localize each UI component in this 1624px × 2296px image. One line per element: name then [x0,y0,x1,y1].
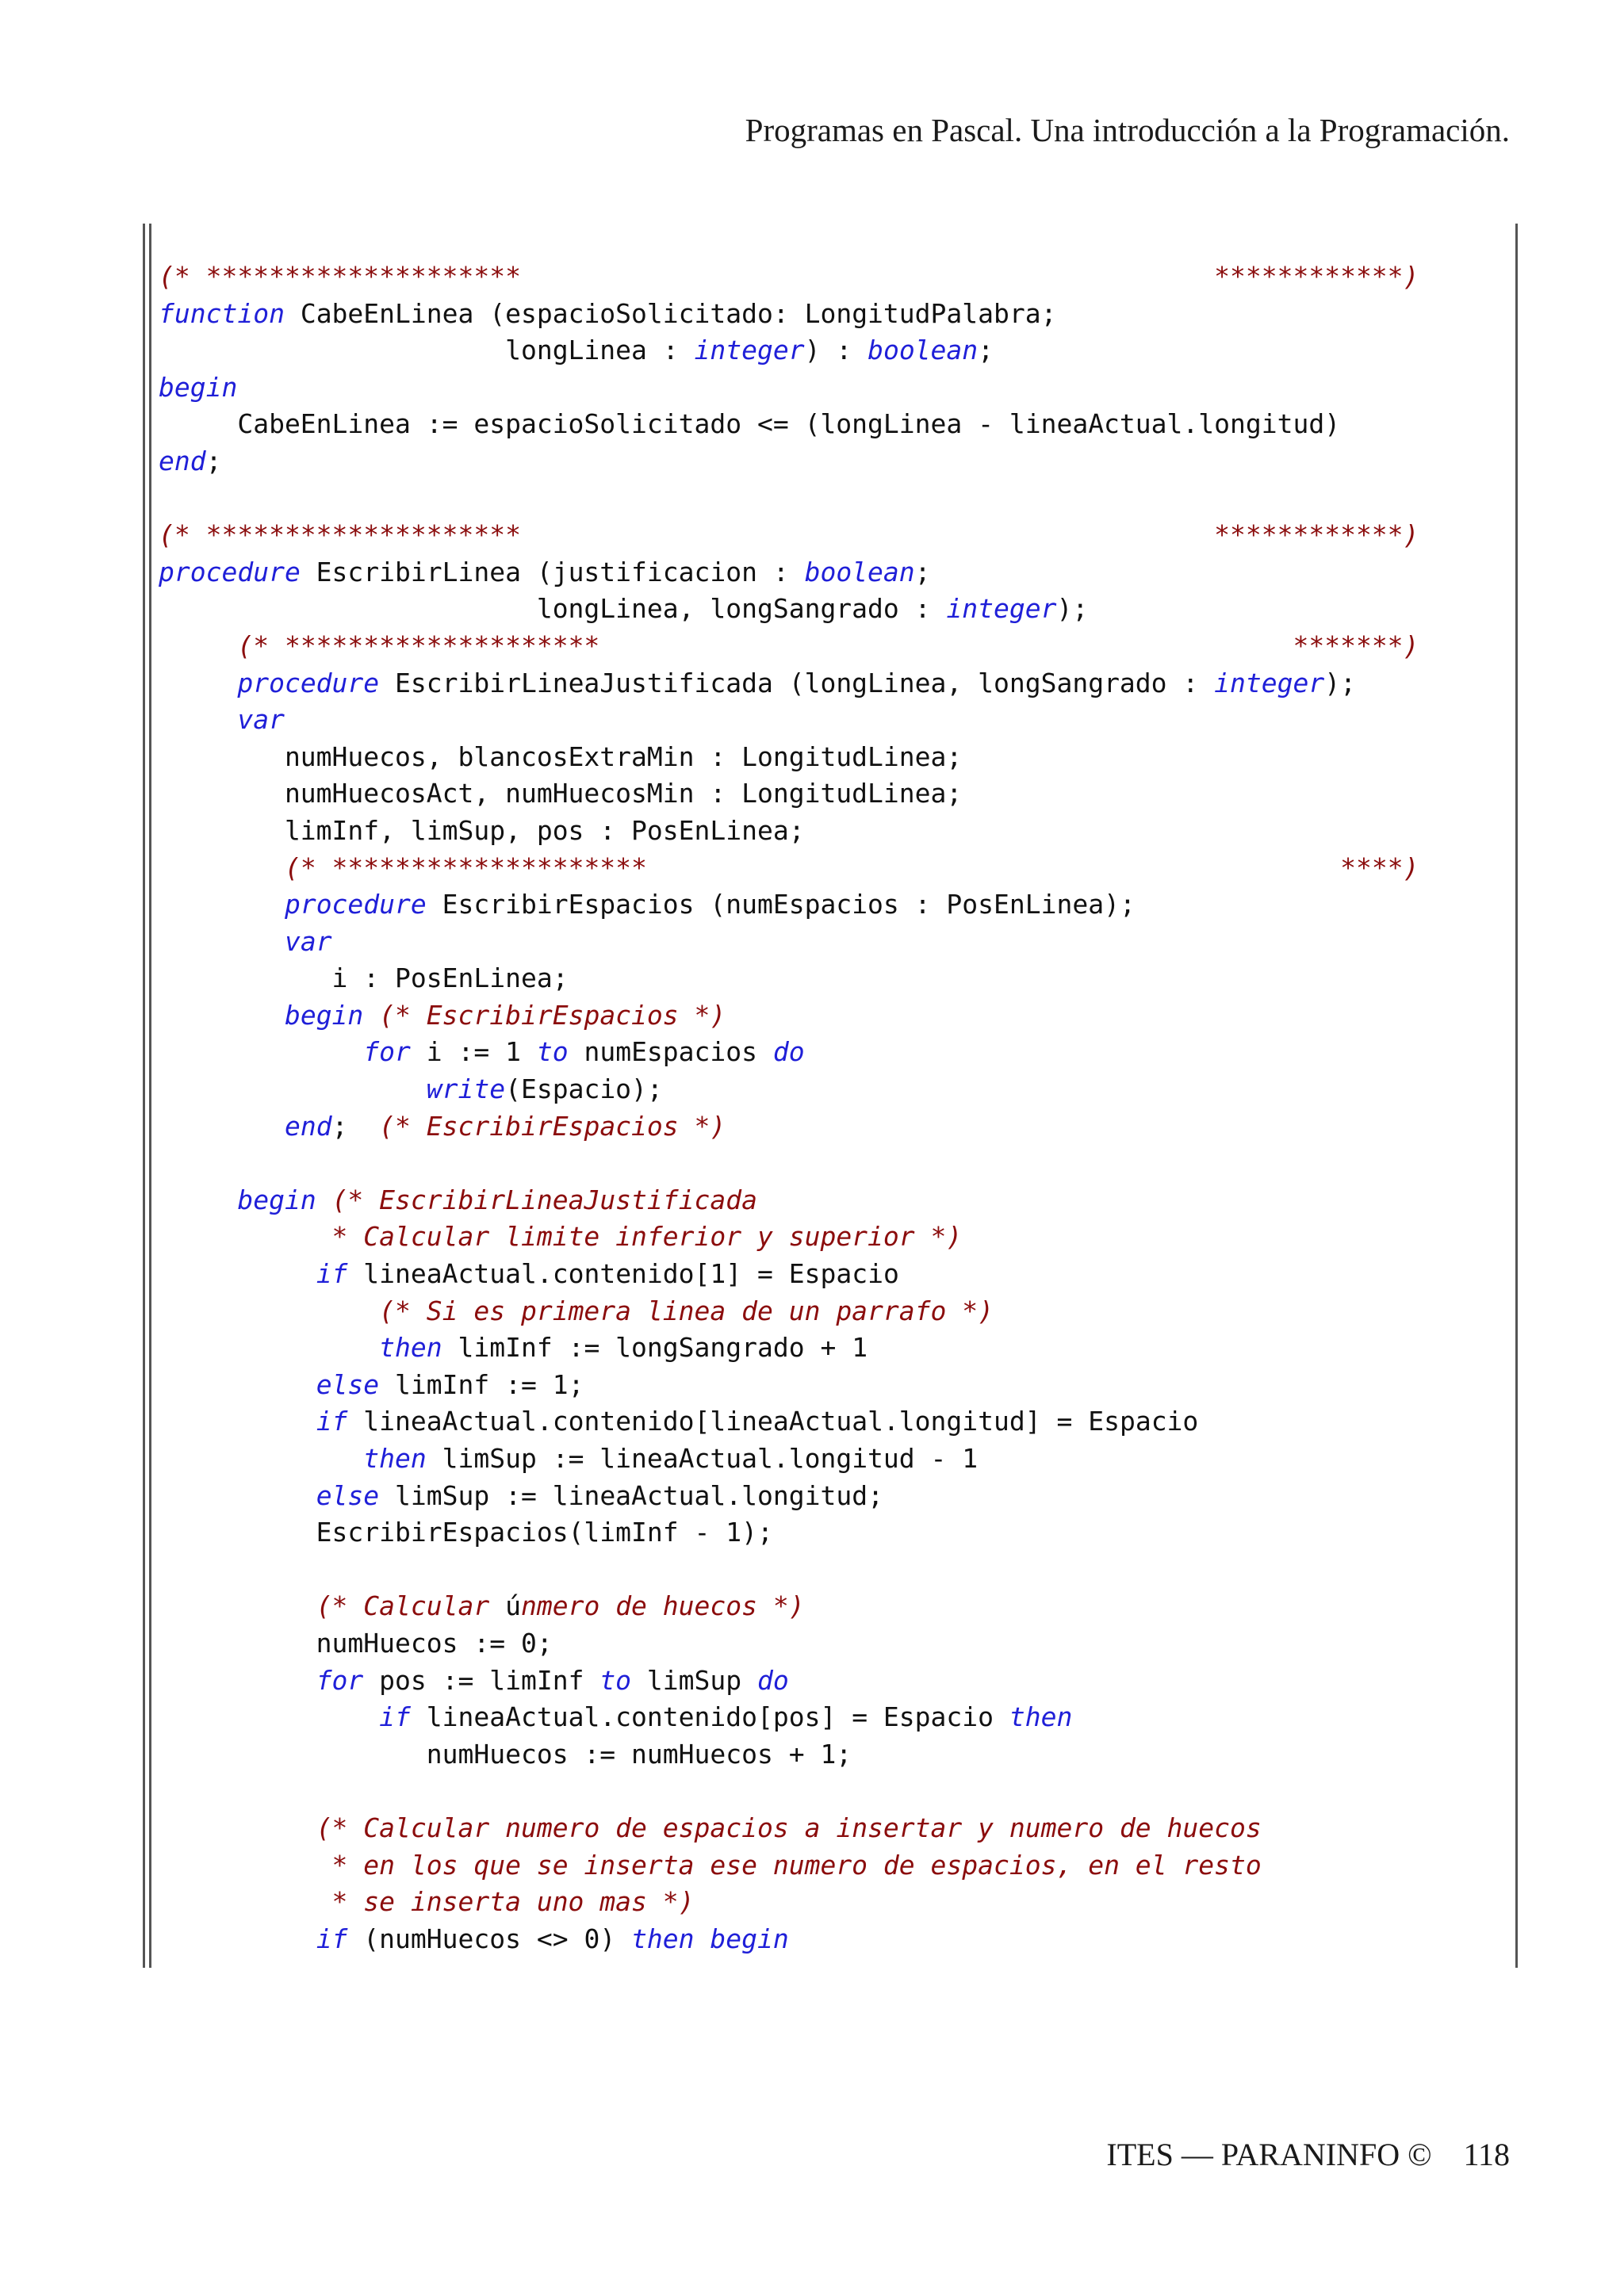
code-text: limSup [631,1664,758,1696]
code-line [159,960,1419,997]
code-line [159,258,1419,296]
code-line [159,1403,1419,1441]
code-line [159,1773,1419,1810]
code-text: (Espacio); [505,1073,663,1105]
code-text [363,1000,379,1031]
code-keyword: then [1009,1701,1073,1733]
code-line [159,443,1419,480]
code-text [159,1923,316,1954]
code-keyword: begin [237,1184,316,1215]
code-line [159,628,1419,665]
code-text [695,1923,710,1954]
code-line [159,850,1419,887]
running-header: Programas en Pascal. Una introducción a la Programación. [745,112,1510,148]
code-text: lineaActual.contenido[1] = Espacio [347,1258,899,1290]
code-keyword: if [316,1406,348,1437]
code-text [159,852,285,883]
code-text: (numHuecos <> 0) [347,1923,632,1954]
code-keyword: end [159,445,206,476]
code-frame-left-rule [143,224,145,1968]
code-line [159,1330,1419,1367]
code-line [159,739,1419,776]
code-line [159,1663,1419,1700]
code-text: longLinea : [159,335,695,366]
code-keyword: end [284,1110,332,1142]
code-line [159,1219,1419,1256]
code-text: limInf := 1; [379,1368,584,1400]
code-text: ) : [804,335,868,366]
code-frame-right-rule [1515,224,1518,1968]
code-line [159,1367,1419,1404]
page-number: 118 [1463,2137,1510,2172]
code-text: EscribirLineaJustificada (longLinea, longSangrado : [379,667,1215,698]
code-text: EscribirEspacios (numEspacios : PosEnLinea); [426,889,1136,920]
code-line [159,1293,1419,1330]
code-text: longLinea, longSangrado : [159,593,947,625]
code-line [159,1034,1419,1071]
code-text: ; [331,1110,380,1142]
code-text [159,1332,379,1363]
code-text: i := 1 [410,1036,537,1068]
code-text: ; [914,556,931,587]
code-text: CabeEnLinea (espacioSolicitado: LongitudPalabra; [284,297,1057,329]
code-frame-left-rule-inner [149,224,151,1968]
code-line [159,1588,1419,1625]
code-comment: (* Calcular numero de espacios a insertar y numero de huecos [316,1812,1262,1843]
code-text: EscribirLinea (justificacion : [300,556,805,587]
code-listing [159,258,1419,1957]
code-text: lineaActual.contenido[lineaActual.longitud] = Espacio [347,1406,1199,1437]
code-text: numHuecos := numHuecos + 1; [159,1738,852,1770]
code-text [159,1886,332,1917]
code-keyword: to [536,1036,569,1068]
code-keyword: do [772,1036,805,1068]
code-text: CabeEnLinea := espacioSolicitado <= (longLinea - lineaActual.longitud) [159,408,1341,440]
code-text: limInf, limSup, pos : PosEnLinea; [159,814,805,846]
code-line [159,1699,1419,1736]
code-comment: (* ******************** ************) [159,519,1419,551]
code-text: EscribirEspacios(limInf - 1); [159,1517,773,1548]
code-text [159,1665,316,1696]
code-text [159,1812,316,1843]
code-line [159,886,1419,924]
code-line [159,1145,1419,1182]
code-keyword: write [426,1073,506,1105]
code-line [159,406,1419,443]
code-keyword: integer [946,593,1057,625]
code-line [159,1847,1419,1885]
code-line [159,554,1419,591]
code-keyword: for [363,1036,411,1068]
code-keyword: integer [1214,667,1325,698]
code-keyword: var [237,704,285,736]
code-text: lineaActual.contenido[pos] = Espacio [410,1701,1009,1733]
code-comment: (* EscribirLineaJustificada [331,1184,757,1215]
code-text: numHuecos := 0; [159,1627,553,1659]
code-comment: nmero de huecos *) [520,1590,805,1622]
code-text [159,889,285,920]
code-text: ); [1324,667,1356,698]
code-keyword: then [363,1443,427,1474]
code-text [316,1184,332,1215]
code-line [159,665,1419,702]
code-keyword: do [757,1664,789,1696]
code-line [159,1256,1419,1293]
code-line [159,1108,1419,1146]
code-line [159,813,1419,850]
code-line [159,296,1419,333]
code-comment: * se inserta uno mas *) [331,1886,695,1918]
code-keyword: else [316,1368,380,1400]
code-comment: (* ******************** *******) [237,629,1419,661]
code-keyword: procedure [284,889,427,920]
code-line [159,1552,1419,1589]
code-comment: (* EscribirEspacios *) [379,999,726,1031]
code-text: pos := limInf [363,1664,600,1696]
code-text [159,1369,316,1400]
code-text: numEspacios [568,1036,773,1068]
code-comment: * Calcular limite inferior y superior *) [331,1221,963,1253]
code-keyword: if [316,1923,348,1954]
code-text: ); [1056,593,1089,625]
code-keyword: function [159,297,285,329]
code-text [159,1111,285,1142]
code-keyword: to [599,1664,632,1696]
code-line [159,517,1419,554]
publisher-credit: ITES — PARANINFO © [1106,2137,1432,2172]
page-footer [1106,2136,1510,2173]
code-keyword: begin [710,1923,789,1954]
code-text [159,1073,427,1104]
code-line [159,1441,1419,1478]
code-keyword: begin [159,371,238,403]
code-text [159,1221,332,1252]
code-text [159,1184,237,1215]
code-keyword: else [316,1479,380,1511]
code-text [159,1480,316,1511]
code-text: limSup := lineaActual.longitud; [379,1479,883,1511]
code-keyword: integer [694,335,805,366]
code-text [159,630,237,661]
code-comment: (* ******************** ************) [159,261,1419,292]
code-text [159,926,285,957]
code-text [159,1295,379,1326]
code-line [159,997,1419,1035]
code-text: ú [505,1590,521,1622]
code-line [159,1810,1419,1847]
code-text: i : PosEnLinea; [159,962,569,994]
code-line [159,1182,1419,1219]
code-text [159,1036,363,1067]
code-text [159,1258,316,1289]
code-keyword: var [284,925,332,957]
code-keyword: then [379,1332,442,1364]
code-comment: * en los que se inserta ese numero de espacios, en el resto [331,1849,1262,1881]
code-comment: (* EscribirEspacios *) [379,1110,726,1142]
code-text [159,1000,285,1031]
code-comment: (* ******************** ****) [284,851,1419,883]
code-text: limInf := longSangrado + 1 [442,1332,868,1364]
code-text: numHuecos, blancosExtraMin : LongitudLinea; [159,740,963,772]
code-line [159,591,1419,628]
code-line [159,1071,1419,1108]
code-line [159,480,1419,518]
code-text [159,704,237,735]
code-keyword: if [379,1701,411,1733]
code-keyword: then [631,1923,695,1954]
code-line [159,775,1419,813]
code-keyword: boolean [868,335,979,366]
code-text: ; [978,335,994,366]
code-text [159,1406,316,1437]
code-text [159,1701,379,1732]
code-comment: (* Calcular [316,1590,506,1622]
code-keyword: procedure [237,667,380,698]
code-text: ; [205,445,222,476]
code-line [159,1921,1419,1958]
code-comment: (* Si es primera linea de un parrafo *) [379,1295,994,1326]
code-keyword: for [316,1664,364,1696]
code-line [159,332,1419,369]
code-keyword: if [316,1258,348,1290]
code-line [159,1478,1419,1515]
code-text [159,1590,316,1621]
code-text [159,668,237,698]
code-line [159,369,1419,407]
code-line [159,1514,1419,1552]
code-line [159,1625,1419,1663]
code-text: numHuecosAct, numHuecosMin : LongitudLinea; [159,778,963,809]
code-line [159,924,1419,961]
code-text [159,1443,363,1474]
code-line [159,1736,1419,1774]
code-text [159,1850,332,1881]
code-keyword: procedure [159,556,301,587]
code-line [159,702,1419,739]
code-text: limSup := lineaActual.longitud - 1 [426,1443,979,1474]
code-keyword: begin [284,999,364,1031]
code-line [159,1884,1419,1921]
code-keyword: boolean [804,556,915,587]
